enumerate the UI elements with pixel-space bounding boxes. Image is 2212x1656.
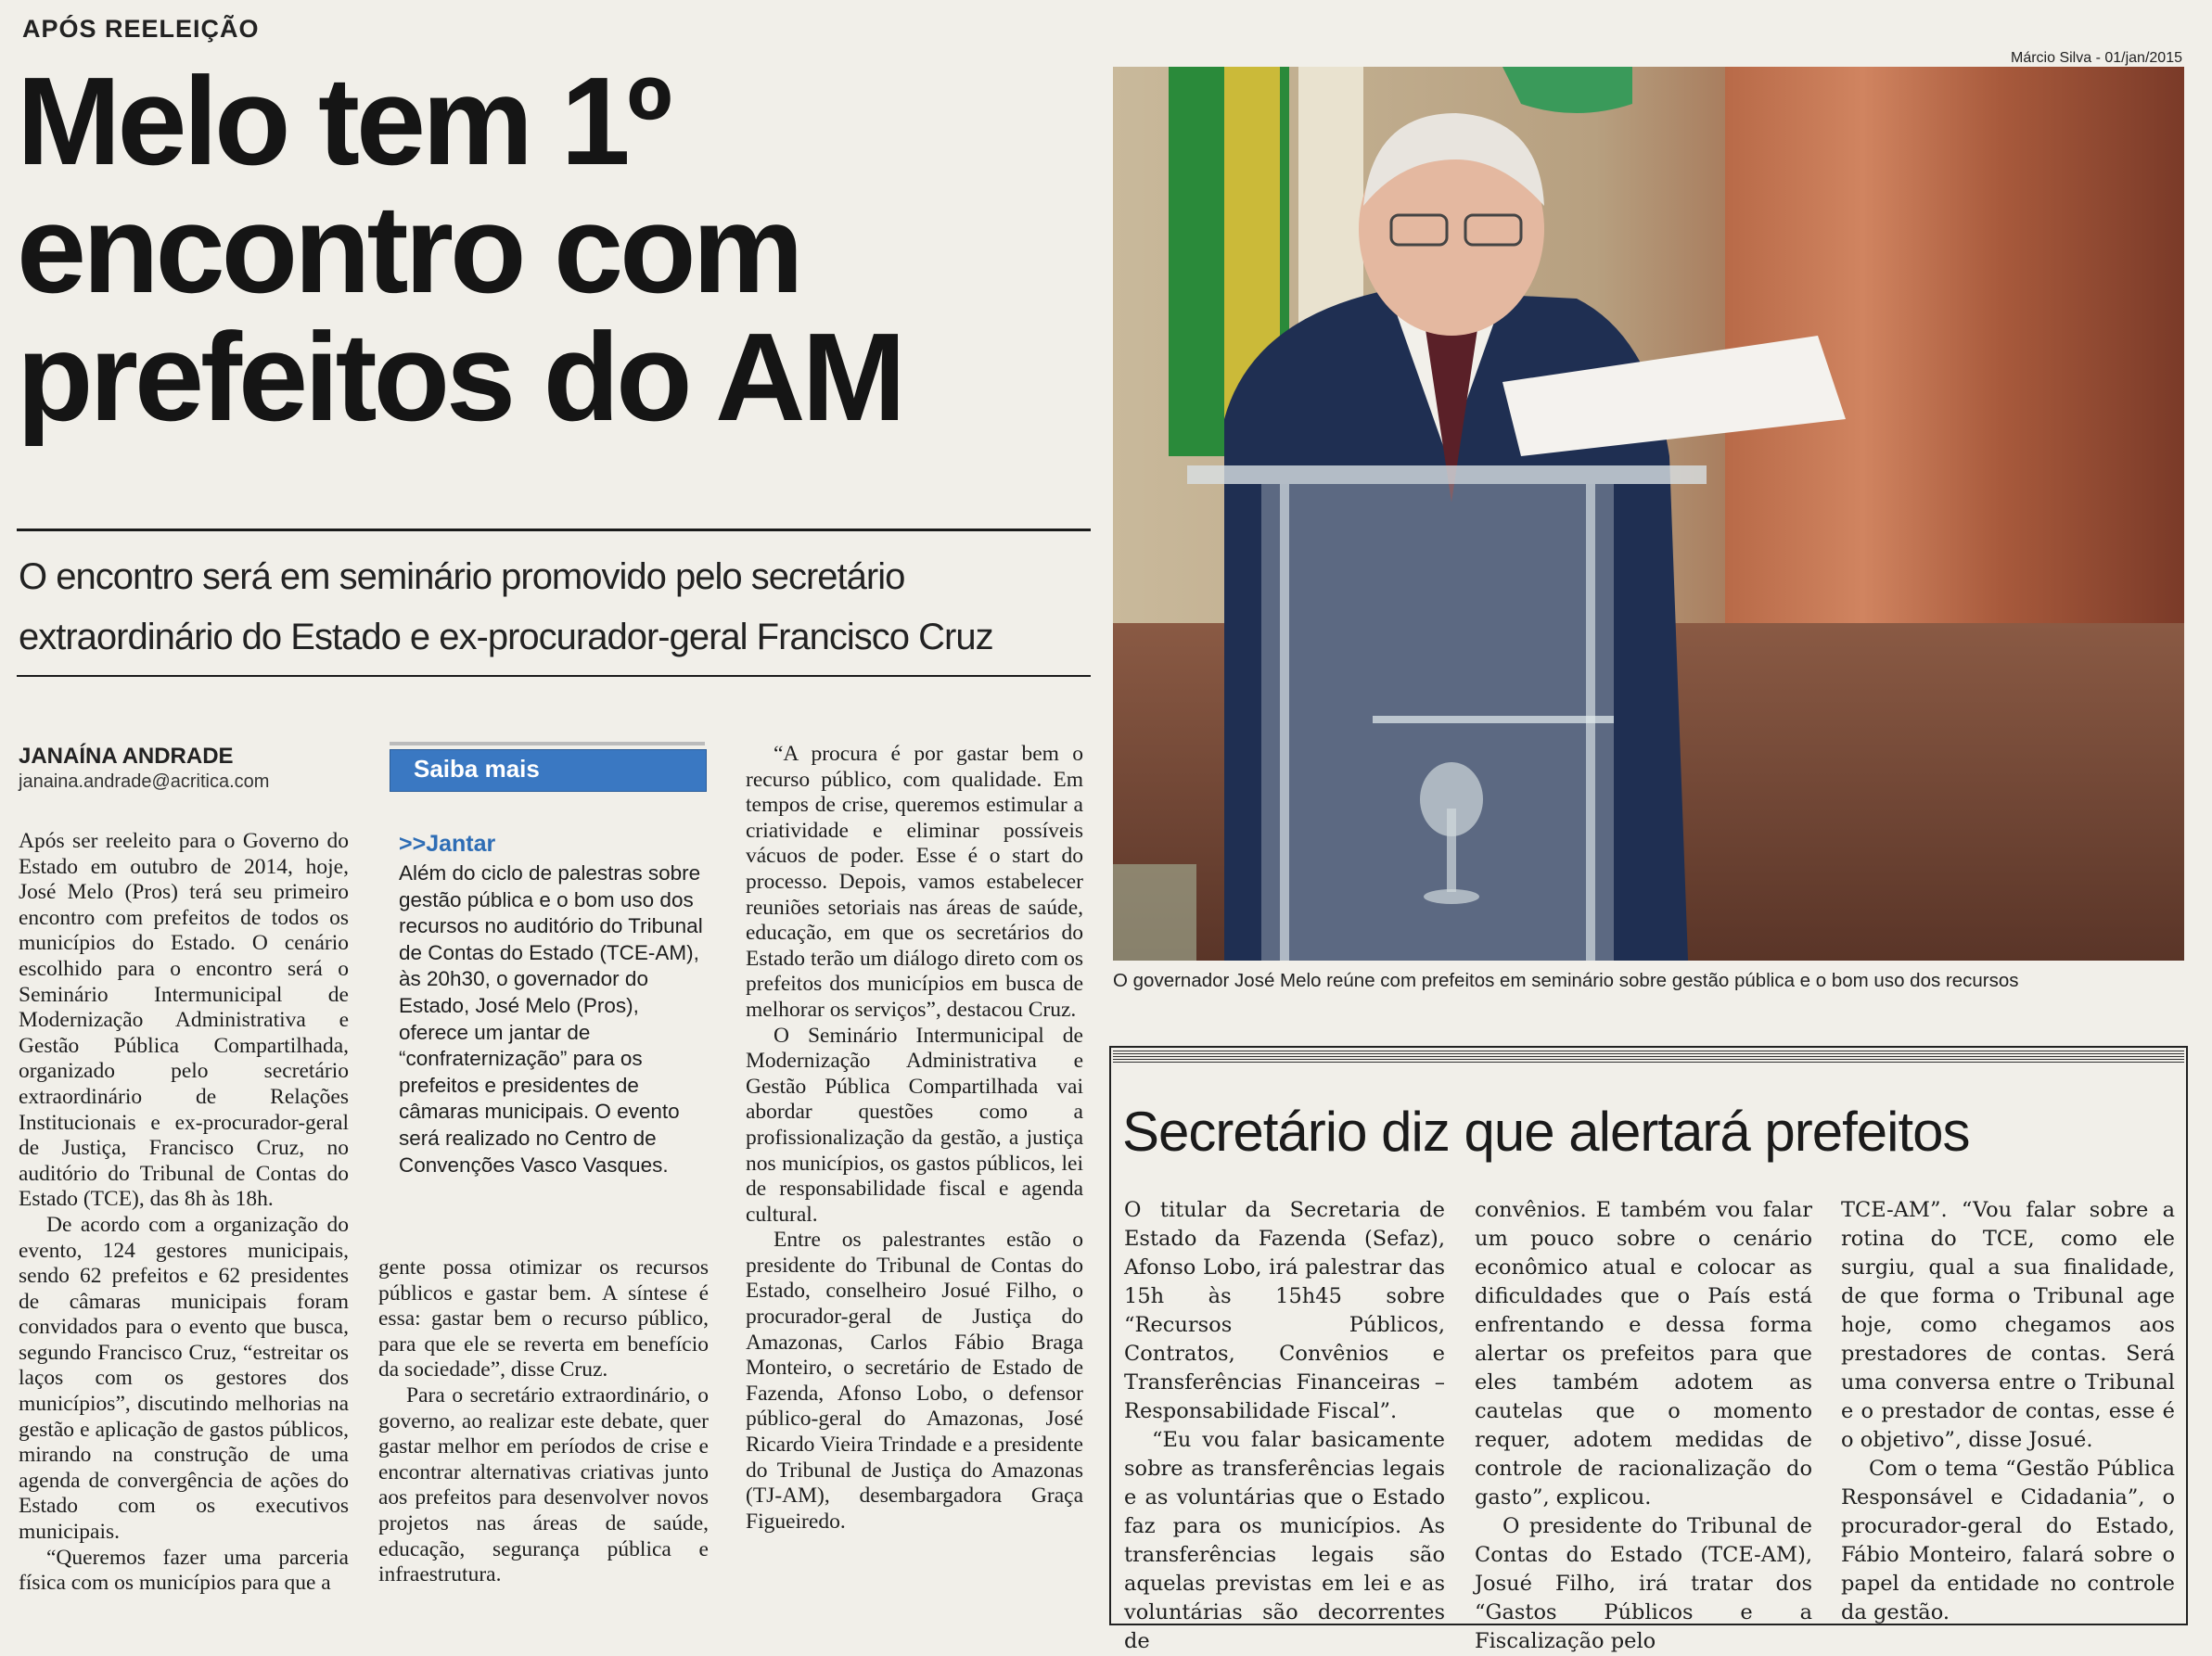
paragraph: “A procura é por gastar bem o recurso público, com qualidade. Em tempos de crise, queremos estimular a criatividade e eliminar possíveis vácuos de poder. Esse é o start do processo. Depois, vamos estabelecer reuniões setoriais nas áreas de saúde, educação, em que os secretários do Estado terão um diálogo direto com os prefeitos dos municípios em busca de melhorar os serviços”, destacou Cruz. xyxy=(746,742,1083,1022)
article-column-2 xyxy=(378,1255,709,1588)
sub-article-title: Secretário diz que alertará prefeitos xyxy=(1122,1101,1970,1163)
box-hatch-pattern xyxy=(1113,1050,2184,1063)
photo-credit: Márcio Silva - 01/jan/2015 xyxy=(2011,50,2182,66)
photo-caption: O governador José Melo reúne com prefeitos em seminário sobre gestão pública e o bom uso dos recursos xyxy=(1113,970,2019,991)
subhead-line-1: O encontro será em seminário promovido pelo secretário xyxy=(19,556,905,597)
headline-rule xyxy=(17,529,1091,531)
sub-article-column-2 xyxy=(1475,1196,1812,1656)
author-name: JANAÍNA ANDRADE xyxy=(19,744,234,769)
subhead-line-2: extraordinário do Estado e ex-procurador-geral Francisco Cruz xyxy=(19,617,993,657)
paragraph: O titular da Secretaria de Estado da Fazenda (Sefaz), Afonso Lobo, irá palestrar das 15h às 15h45 sobre “Recursos Públicos, Contratos, Convênios e Transferências Financeiras – Responsabilidade Fiscal”. xyxy=(1124,1198,1445,1423)
paragraph: Para o secretário extraordinário, o governo, ao realizar este debate, quer gastar melhor em períodos de crise e encontrar alternativas criativas junto aos prefeitos para desenvolver novos projetos nas áreas de saúde, educação, segurança pública e infraestrutura. xyxy=(378,1382,709,1587)
paragraph: O Seminário Intermunicipal de Modernização Administrativa e Gestão Pública Compartilhada vai abordar questões como a profissionalização da gestão, a justiça nos municípios, os gastos públicos, lei de responsabilidade fiscal e agenda cultural. xyxy=(746,1023,1083,1227)
subhead-rule xyxy=(17,675,1091,677)
headline-line-3: prefeitos do AM xyxy=(17,307,903,447)
paragraph: O presidente do Tribunal de Contas do Estado (TCE-AM), Josué Filho, irá tratar dos “Gastos Públicos e a Fiscalização pelo xyxy=(1475,1514,1812,1653)
sidebar-title: Saiba mais xyxy=(414,755,540,783)
paragraph: Após ser reeleito para o Governo do Estado em outubro de 2014, hoje, José Melo (Pros) terá seu primeiro encontro com prefeitos de todos os municípios do Estado. O cenário escolhido para o encontro será o Seminário Intermunicipal de Modernização Administrativa e Gestão Pública Compartilhada, organizado pelo secretário extraordinário de Relações Institucionais e ex-procurador-geral de Justiça, Francisco Cruz, no auditório do Tribunal de Contas do Estado (TCE), das 8h às 18h. xyxy=(19,829,349,1212)
article-subhead xyxy=(19,547,1094,668)
sidebar-text: Além do ciclo de palestras sobre gestão pública e o bom uso dos recursos no auditório do Tribunal de Contas do Estado (TCE-AM), às 20h30, o governador do Estado, José Melo (Pros), oferece um jantar de “confraternização” para os prefeitos e presidentes de câmaras municipais. O evento será realizado no Centro de Convenções Vasco Vasques. xyxy=(399,861,703,1177)
headline-line-2: encontro com xyxy=(17,179,800,319)
photo-illustration xyxy=(1113,67,2184,961)
paragraph: De acordo com a organização do evento, 124 gestores municipais, sendo 62 prefeitos e 62 presidentes de câmaras municipais foram convidados para o evento que busca, segundo Francisco Cruz, “estreitar os laços com os gestores dos municípios”, discutindo melhorias na gestão e aplicação de gastos públicos, mirando na construção de uma agenda de convergência de ações do Estado com os executivos municipais. xyxy=(19,1212,349,1545)
author-email[interactable]: janaina.andrade@acritica.com xyxy=(19,771,270,792)
paragraph: “Queremos fazer uma parceria física com os municípios para que a xyxy=(19,1545,349,1596)
article-kicker: APÓS REELEIÇÃO xyxy=(22,15,260,43)
paragraph: “Eu vou falar basicamente sobre as transferências legais e as voluntárias que o Estado faz para os municípios. As transferências legais são aquelas previstas em lei e as voluntárias são decorrentes de xyxy=(1124,1428,1445,1653)
paragraph: gente possa otimizar os recursos públicos e gastar bem. A síntese é essa: gastar bem o recurso público, para que ele se reverta em benefício da sociedade”, disse Cruz. xyxy=(378,1255,709,1382)
sub-article-column-1 xyxy=(1124,1196,1445,1656)
news-photo xyxy=(1113,67,2184,961)
article-headline xyxy=(17,51,1093,447)
sub-article-column-3 xyxy=(1841,1196,2175,1627)
headline-line-1: Melo tem 1º xyxy=(17,51,669,191)
sidebar-top-rule xyxy=(390,742,705,745)
paragraph: Com o tema “Gestão Pública Responsável e Cidadania”, o procurador-geral do Estado, Fábio Monteiro, falará sobre o papel da entidade no controle da gestão. xyxy=(1841,1457,2175,1624)
article-column-1 xyxy=(19,829,349,1597)
paragraph: TCE-AM”. “Vou falar sobre a rotina do TCE, como ele surgiu, qual a sua finalidade, de que forma o Tribunal age hoje, como chegamos aos prestadores de contas. Será uma conversa entre o Tribunal e o prestador de contas, esse é o objetivo”, disse Josué. xyxy=(1841,1198,2175,1452)
paragraph: Entre os palestrantes estão o presidente do Tribunal de Contas do Estado, conselheiro Josué Filho, o procurador-geral de Justiça do Amazonas, Carlos Fábio Braga Monteiro, o secretário de Estado de Fazenda, Afonso Lobo, o defensor público-geral do Amazonas, José Ricardo Vieira Trindade e a presidente do Tribunal de Justiça do Amazonas (TJ-AM), desembargadora Graça Figueiredo. xyxy=(746,1228,1083,1534)
sidebar-subtitle: >>Jantar xyxy=(399,831,496,857)
article-column-3 xyxy=(746,742,1083,1535)
paragraph: convênios. E também vou falar um pouco sobre o cenário econômico atual e colocar as dificuldades que o País está enfrentando e dessa forma alertar os prefeitos para que eles também adotem as cautelas que o momento requer, adotem medidas de controle de racionalização do gasto”, explicou. xyxy=(1475,1198,1812,1510)
